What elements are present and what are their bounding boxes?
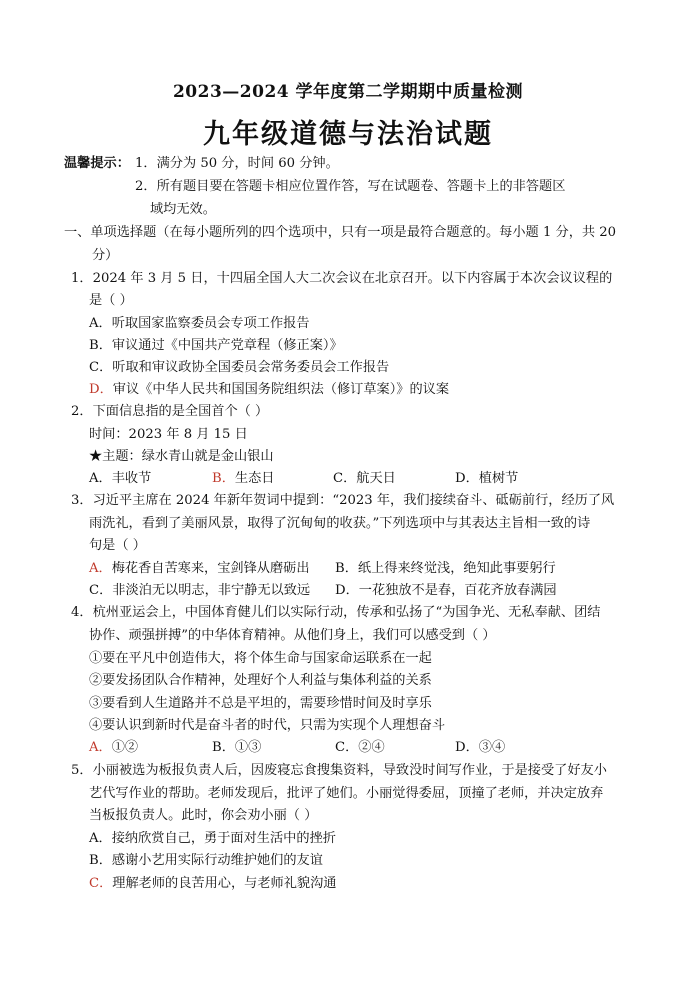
q1-option-a: A．听取国家监察委员会专项工作报告 — [89, 316, 310, 331]
q2-option-b — [212, 471, 274, 487]
q5-option-c-text: 理解老师的良苦用心，与老师礼貌沟通 — [112, 876, 337, 891]
notice-item-1: 1．满分为 50 分，时间 60 分钟。 — [135, 156, 339, 171]
q4-option-a-letter: A． — [89, 740, 112, 755]
q1-option-d — [89, 382, 449, 398]
q1-stem: 1．2024 年 3 月 5 日，十四届全国人大二次会议在北京召开。以下内容属于本次会议议程的 — [71, 271, 613, 286]
notice-item-2-cont: 域均无效。 — [150, 202, 216, 217]
q1-option-d-text: 审议《中华人民共和国国务院组织法（修订草案）》的议案 — [112, 382, 450, 397]
q4-stem-cont: 协作、顽强拼搏”的中华体育精神。从他们身上，我们可以感受到（ ） — [89, 628, 496, 643]
q2-info-theme: ★主题：绿水青山就是金山银山 — [89, 449, 274, 464]
exam-subtitle: 2023—2024 学年度第二学期期中质量检测 — [172, 82, 524, 102]
section-heading: 一、单项选择题（在每小题所列的四个选项中，只有一项是最符合题意的。每小题 1 分，共 20 — [64, 225, 617, 240]
q4-option-c: C．②④ — [335, 740, 385, 755]
q4-statement-3: ③要看到人生道路并不总是平坦的，需要珍惜时间及时享乐 — [89, 696, 432, 711]
q5-option-a: A．接纳欣赏自己，勇于面对生活中的挫折 — [89, 831, 336, 846]
q3-option-c: C．非淡泊无以明志，非宁静无以致远 — [89, 583, 311, 598]
q3-option-b: B．纸上得来终觉浅，绝知此事要躬行 — [335, 561, 556, 576]
q5-stem-cont: 艺代写作业的帮助。老师发现后，批评了她们。小丽觉得委屈，顶撞了老师，并决定放弃 — [89, 786, 604, 801]
q5-stem-cont-2: 当板报负责人。此时，你会劝小丽（ ） — [89, 808, 318, 823]
q5-stem: 5．小丽被选为板报负责人后，因废寝忘食搜集资料，导致没时间写作业，于是接受了好友小 — [71, 763, 607, 778]
q4-stem: 4．杭州亚运会上，中国体育健儿们以实际行动，传承和弘扬了“为国争光、无私奉献、团结 — [71, 605, 601, 620]
q1-option-c: C．听取和审议政协全国委员会常务委员会工作报告 — [89, 360, 390, 375]
q4-statement-1: ①要在平凡中创造伟大，将个体生命与国家命运联系在一起 — [89, 651, 432, 666]
q2-option-b-text: 生态日 — [234, 471, 275, 486]
q4-option-a — [89, 740, 138, 756]
q2-option-a: A．丰收节 — [89, 471, 152, 486]
q4-option-a-text: ①② — [111, 740, 139, 755]
q5-option-c-letter: C． — [89, 876, 113, 891]
q4-statement-2: ②要发扬团队合作精神，处理好个人利益与集体利益的关系 — [89, 673, 432, 688]
q2-option-b-letter: B． — [212, 471, 235, 486]
q3-stem-cont-2: 句是（ ） — [89, 538, 146, 553]
q1-option-d-letter: D． — [89, 382, 113, 397]
q4-option-d: D．③④ — [455, 740, 506, 755]
q2-stem: 2．下面信息指的是全国首个（ ） — [71, 404, 269, 419]
exam-title: 九年级道德与法治试题 — [203, 119, 493, 150]
q1-option-b: B．审议通过《中国共产党章程（修正案）》 — [89, 338, 343, 353]
q5-option-c — [89, 876, 336, 892]
q3-option-a-text: 梅花香自苦寒来，宝剑锋从磨砺出 — [111, 561, 310, 576]
q4-statement-4: ④要认识到新时代是奋斗者的时代，只需为实现个人理想奋斗 — [89, 718, 446, 733]
notice-item-2: 2．所有题目要在答题卡相应位置作答，写在试题卷、答题卡上的非答题区 — [135, 179, 566, 194]
q3-option-d: D．一花独放不是春，百花齐放春满园 — [335, 583, 557, 598]
q4-option-b: B．①③ — [212, 740, 262, 755]
notice-label: 温馨提示： — [64, 156, 130, 171]
q3-stem: 3．习近平主席在 2024 年新年贺词中提到：“2023 年，我们接续奋斗、砥砺前行，经历了风 — [71, 493, 615, 508]
q5-option-b: B．感谢小艺用实际行动维护她们的友谊 — [89, 853, 323, 868]
q2-option-d: D．植树节 — [455, 471, 519, 486]
q3-stem-cont: 雨洗礼，看到了美丽风景，取得了沉甸甸的收获。”下列选项中与其表达主旨相一致的诗 — [89, 516, 591, 531]
q2-info-date: 时间：2023 年 8 月 15 日 — [89, 427, 248, 442]
section-heading-cont: 分） — [92, 248, 119, 263]
q3-option-a-letter: A． — [89, 561, 112, 576]
q3-option-a — [89, 561, 310, 577]
q2-option-c: C．航天日 — [333, 471, 396, 486]
q1-stem-cont: 是（ ） — [89, 293, 133, 308]
